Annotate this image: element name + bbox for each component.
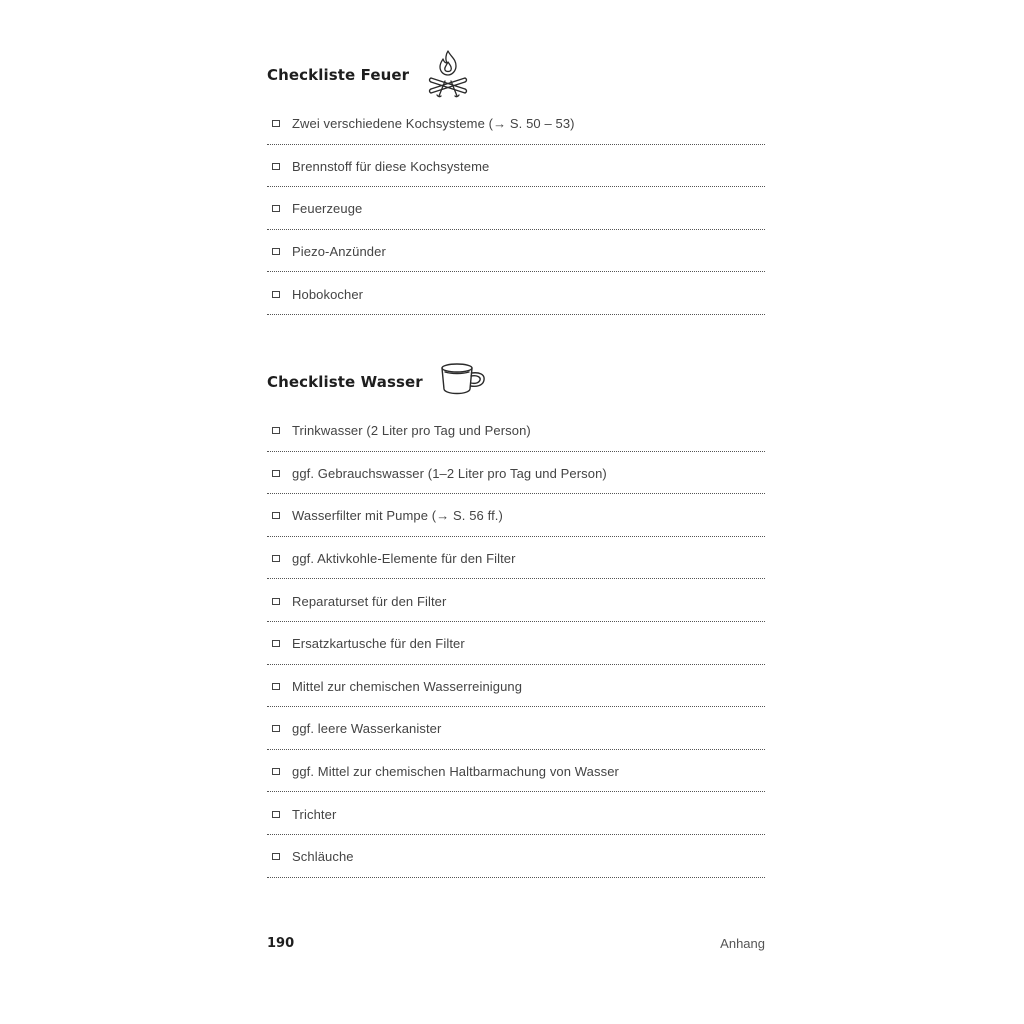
checklist-item-label: Zwei verschiedene Kochsysteme (→ S. 50 – 53) [292,116,575,132]
checklist-item-label: ggf. Gebrauchswasser (1–2 Liter pro Tag und Person) [292,465,607,481]
checklist-item [267,579,765,622]
checkbox[interactable] [272,427,280,434]
checklist-water-header [267,355,765,409]
checklist-item [267,409,765,452]
cup-icon [439,361,489,404]
checkbox[interactable] [272,555,280,562]
checklist-item-label: ggf. leere Wasserkanister [292,721,442,737]
checklist-fire-items [267,102,765,315]
checklist-item [267,750,765,793]
checklist-fire-title: Checkliste Feuer [267,66,410,84]
campfire-icon [425,48,471,103]
checkbox[interactable] [272,470,280,477]
page-number: 190 [267,936,295,951]
checklist-item-label: Brennstoff für diese Kochsysteme [292,158,490,174]
checklist-item-label: ggf. Aktivkohle-Elemente für den Filter [292,551,516,567]
checkbox[interactable] [272,248,280,255]
checklist-item-label: Trichter [292,806,337,822]
checklist-item [267,452,765,495]
checklist-item [267,792,765,835]
checklist-item [267,102,765,145]
checklist-item [267,272,765,315]
checklist-fire-header [267,48,765,102]
checklist-item-label: ggf. Mittel zur chemischen Haltbarmachung von Wasser [292,764,619,780]
checklist-item-label: Piezo-Anzünder [292,244,386,260]
checklist-item-label: Ersatzkartusche für den Filter [292,636,465,652]
checklist-item [267,187,765,230]
checklist-item-label: Feuerzeuge [292,201,363,217]
checklist-water-section [267,355,765,878]
checkbox[interactable] [272,598,280,605]
checkbox[interactable] [272,163,280,170]
checkbox[interactable] [272,853,280,860]
checklist-item [267,494,765,537]
checklist-item-label: Wasserfilter mit Pumpe (→ S. 56 ff.) [292,508,503,524]
checklist-item-label: Schläuche [292,849,354,865]
checkbox[interactable] [272,768,280,775]
checklist-item [267,835,765,878]
checkbox[interactable] [272,640,280,647]
checkbox[interactable] [272,205,280,212]
checklist-item [267,230,765,273]
checklist-item [267,537,765,580]
checkbox[interactable] [272,811,280,818]
checklist-fire-section [267,48,765,315]
checklist-item-label: Reparaturset für den Filter [292,593,447,609]
checkbox[interactable] [272,291,280,298]
checklist-item [267,707,765,750]
checklist-item [267,622,765,665]
checklist-item [267,665,765,708]
checklist-item-label: Hobokocher [292,286,364,302]
checklist-water-title: Checkliste Wasser [267,373,423,391]
checklist-water-items [267,409,765,878]
checkbox[interactable] [272,725,280,732]
checklist-item-label: Mittel zur chemischen Wasserreinigung [292,678,523,694]
checklist-item [267,145,765,188]
checkbox[interactable] [272,683,280,690]
checkbox[interactable] [272,120,280,127]
checkbox[interactable] [272,512,280,519]
checklist-item-label: Trinkwasser (2 Liter pro Tag und Person) [292,423,531,439]
running-footer-section: Anhang [720,936,765,951]
